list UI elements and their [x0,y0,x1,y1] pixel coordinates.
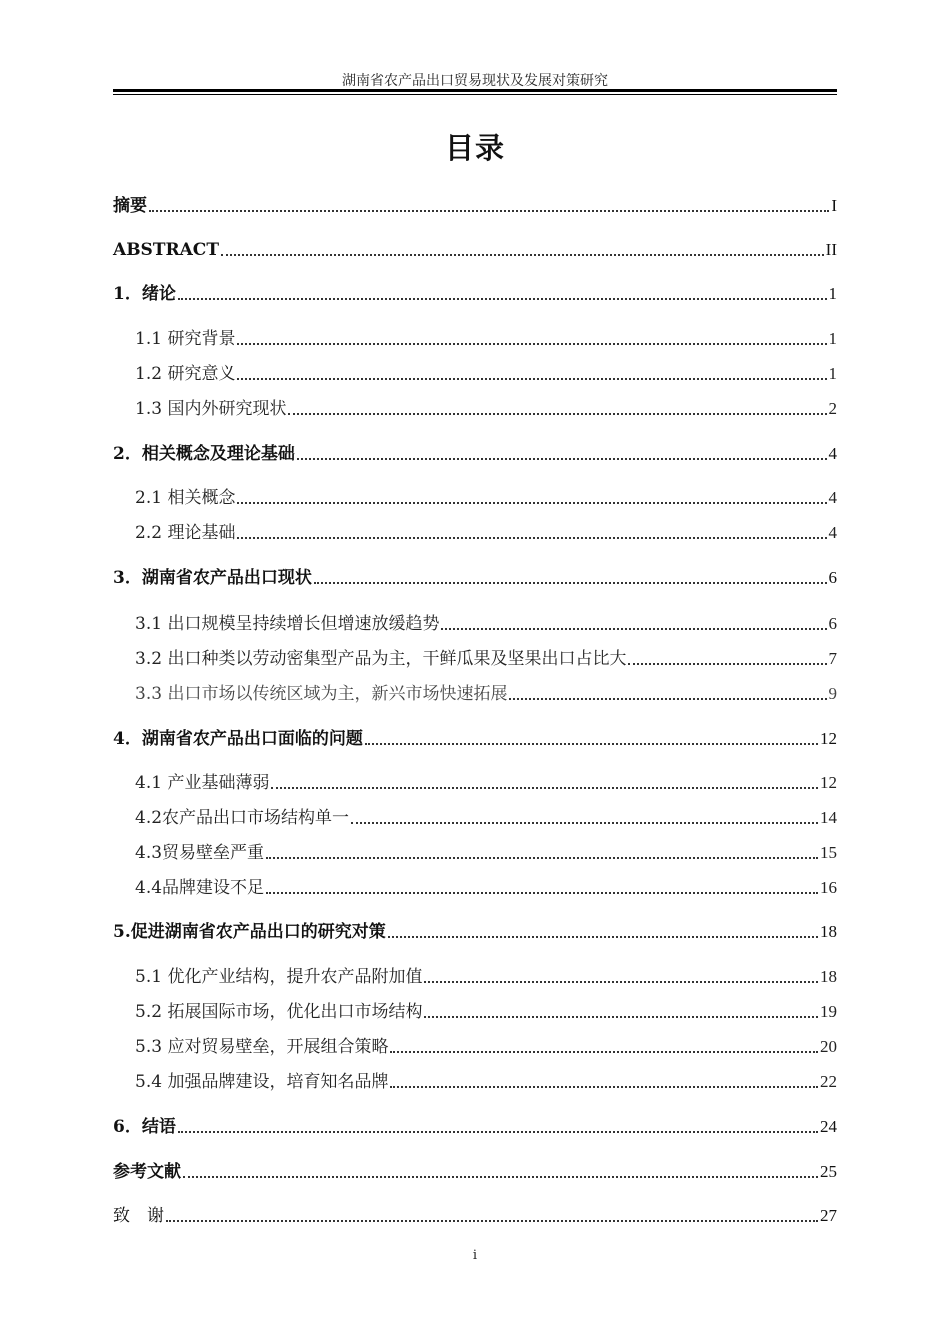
toc-entry-acknowledgements[interactable] [113,1205,837,1227]
toc-entry-text: 6．结语 [113,1117,176,1137]
toc-entry-text: 致 谢 [113,1206,164,1226]
toc-entry-text: 2．相关概念及理论基础 [113,444,295,464]
toc-leader [149,210,829,212]
toc-leader [178,1131,818,1133]
toc-entry-3-1[interactable] [113,613,837,635]
toc-entry-1-1[interactable] [113,328,837,350]
toc-page-number: 15 [820,843,837,862]
toc-leader [237,378,826,380]
toc-entry-chapter-5[interactable] [113,921,837,943]
toc-leader [221,254,824,256]
toc-page-number: 1 [828,364,837,383]
toc-page-number: 9 [828,684,837,703]
toc-entry-text: 4.1 产业基础薄弱 [135,773,270,793]
toc-entry-text: 4.3贸易壁垒严重 [135,843,265,863]
table-of-contents [113,0,837,1344]
toc-page-number: 20 [820,1037,837,1056]
toc-entry-2-2[interactable] [113,522,837,544]
toc-leader [183,1176,818,1178]
toc-entry-chapter-1[interactable] [113,283,837,305]
toc-page-number: 4 [828,444,837,463]
toc-page-number: 6 [828,614,837,633]
toc-entry-chapter-4[interactable] [113,728,837,750]
toc-leader [266,857,818,859]
toc-entry-abstract-en[interactable] [113,239,837,261]
toc-page-number: I [831,196,837,215]
toc-page-number: 24 [820,1117,837,1136]
toc-page-number: 22 [820,1072,837,1091]
toc-entry-2-1[interactable] [113,487,837,509]
toc-leader [390,1086,818,1088]
toc-entry-text: 1.3 国内外研究现状 [135,399,287,419]
toc-entry-3-3[interactable] [113,683,837,705]
toc-leader [388,936,818,938]
toc-page-number: 7 [828,649,837,668]
toc-leader [424,1016,818,1018]
toc-entry-chapter-2[interactable] [113,443,837,465]
toc-page-number: 14 [820,808,837,827]
toc-leader [288,413,826,415]
toc-entry-text: 3.3 出口市场以传统区域为主，新兴市场快速拓展 [135,684,508,704]
toc-entry-4-4[interactable] [113,877,837,899]
toc-entry-text: 5.2 拓展国际市场，优化出口市场结构 [135,1002,423,1022]
toc-page-number: 4 [828,488,837,507]
toc-page-number: 1 [828,284,837,303]
toc-entry-chapter-3[interactable] [113,567,837,589]
toc-page-number: 16 [820,878,837,897]
toc-entry-text: 参考文献 [113,1162,181,1182]
toc-page-number: 6 [828,568,837,587]
toc-entry-text: 1.1 研究背景 [135,329,236,349]
toc-page-number: 25 [820,1162,837,1181]
toc-page-number: 18 [820,922,837,941]
toc-page-number: 2 [828,399,837,418]
toc-leader [237,502,826,504]
toc-leader [441,628,826,630]
toc-entry-conclusion[interactable] [113,1116,837,1138]
toc-page-number: 12 [820,729,837,748]
toc-entry-5-1[interactable] [113,966,837,988]
toc-entry-text: 2.1 相关概念 [135,488,236,508]
toc-page-number: 19 [820,1002,837,1021]
toc-entry-text: 2.2 理论基础 [135,523,236,543]
toc-entry-text: 3.2 出口种类以劳动密集型产品为主，干鲜瓜果及坚果出口占比大 [135,649,627,669]
toc-entry-5-4[interactable] [113,1071,837,1093]
toc-entry-text: 4.2农产品出口市场结构单一 [135,808,350,828]
running-header: 湖南省农产品出口贸易现状及发展对策研究 [342,73,608,89]
toc-entry-text: 5.促进湖南省农产品出口的研究对策 [113,922,386,942]
toc-entry-text: 3.1 出口规模呈持续增长但增速放缓趋势 [135,614,440,634]
toc-page-number: 12 [820,773,837,792]
toc-leader [628,663,826,665]
toc-entry-text: 1.2 研究意义 [135,364,236,384]
toc-entry-text: 1．绪论 [113,284,176,304]
toc-leader [237,537,826,539]
toc-leader [297,458,827,460]
toc-leader [271,787,818,789]
toc-leader [314,582,827,584]
toc-page-number: 18 [820,967,837,986]
toc-leader [166,1220,818,1222]
toc-leader [424,981,818,983]
toc-entry-text: 摘要 [113,196,147,216]
toc-entry-4-1[interactable] [113,772,837,794]
toc-entry-text: 3．湖南省农产品出口现状 [113,568,312,588]
toc-entry-1-3[interactable] [113,398,837,420]
toc-entry-5-2[interactable] [113,1001,837,1023]
toc-page-number: 1 [828,329,837,348]
toc-page-number: II [825,240,837,259]
toc-leader [351,822,818,824]
toc-entry-text: 4．湖南省农产品出口面临的问题 [113,729,363,749]
toc-entry-4-3[interactable] [113,842,837,864]
toc-leader [390,1051,818,1053]
toc-page-number: 27 [820,1206,837,1225]
toc-title: 目录 [444,131,505,165]
toc-entry-1-2[interactable] [113,363,837,385]
toc-entry-abstract-cn[interactable] [113,195,837,217]
toc-entry-5-3[interactable] [113,1036,837,1058]
toc-leader [365,743,818,745]
toc-entry-3-2[interactable] [113,648,837,670]
toc-entry-text: 5.1 优化产业结构，提升农产品附加值 [135,967,423,987]
toc-leader [266,892,818,894]
toc-entry-text: 5.4 加强品牌建设，培育知名品牌 [135,1072,389,1092]
toc-leader [509,698,826,700]
toc-entry-references[interactable] [113,1161,837,1183]
toc-page-number: 4 [828,523,837,542]
page-number: i [472,1248,478,1263]
toc-entry-text: 5.3 应对贸易壁垒，开展组合策略 [135,1037,389,1057]
toc-leader [178,298,827,300]
toc-entry-text: ABSTRACT [113,240,219,260]
toc-entry-text: 4.4品牌建设不足 [135,878,265,898]
toc-entry-4-2[interactable] [113,807,837,829]
toc-leader [237,343,826,345]
